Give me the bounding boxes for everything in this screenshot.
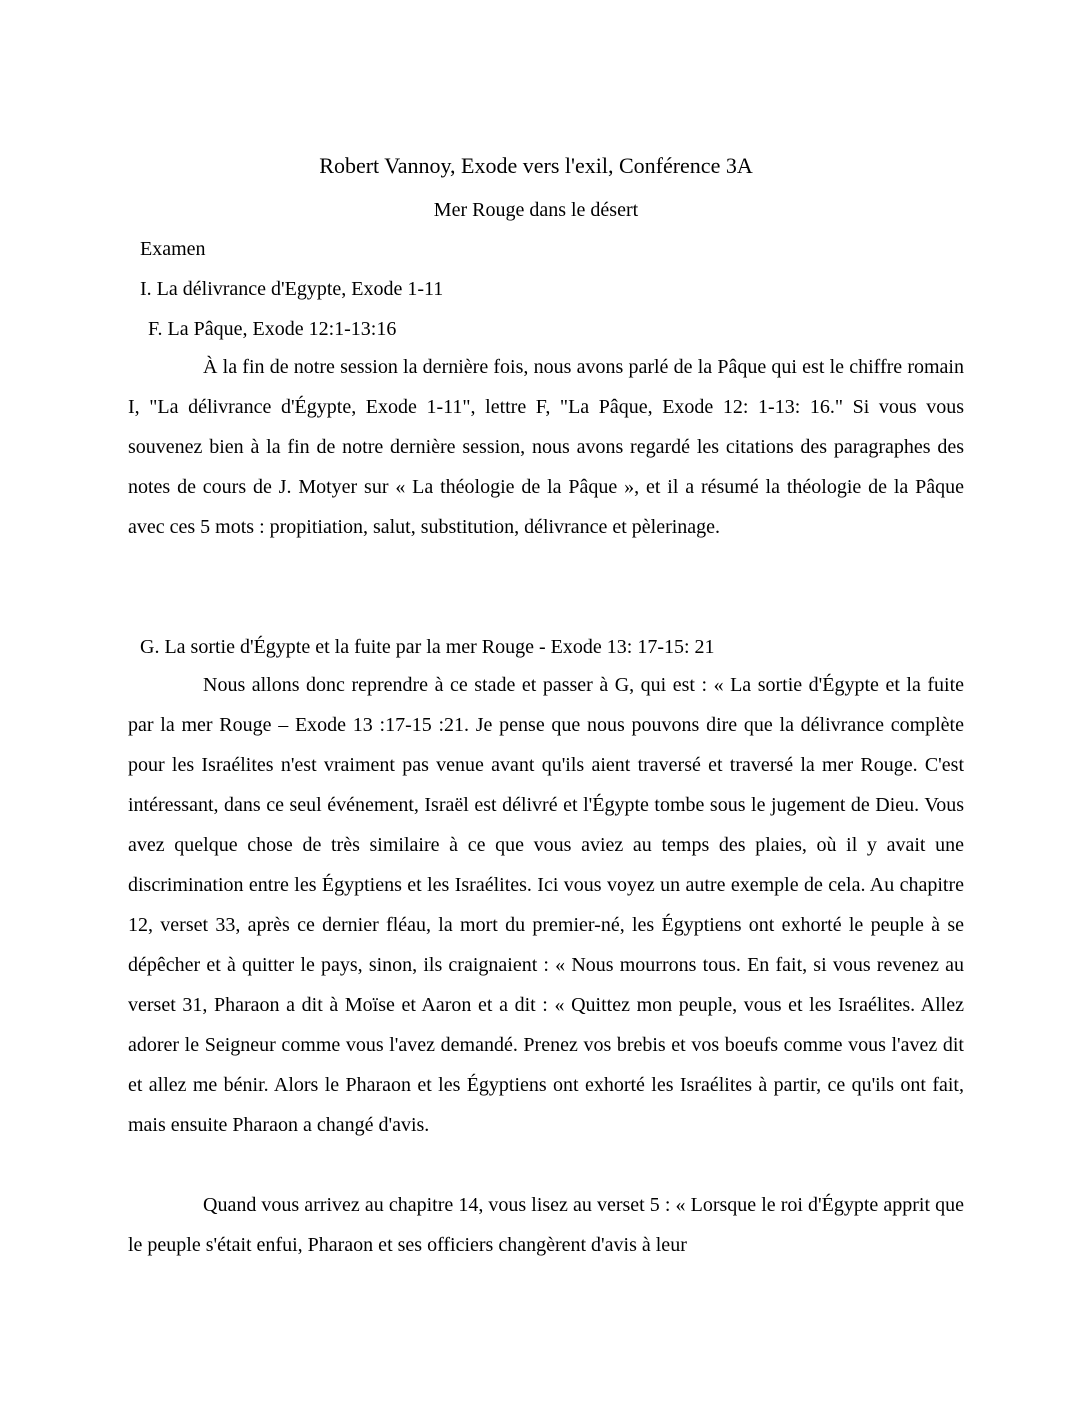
outline-section-1: I. La délivrance d'Egypte, Exode 1-11 [140, 278, 444, 300]
document-title: Robert Vannoy, Exode vers l'exil, Conférence 3A [319, 153, 753, 178]
outline-section-1f: F. La Pâque, Exode 12:1-13:16 [148, 318, 397, 340]
outline-section-g: G. La sortie d'Égypte et la fuite par la mer Rouge - Exode 13: 17-15: 21 [140, 636, 715, 658]
outline-review: Examen [140, 238, 206, 260]
paragraph-3: Quand vous arrivez au chapitre 14, vous lisez au verset 5 : « Lorsque le roi d'Égypte apprit que le peuple s'était enfui, Pharaon et ses officiers changèrent d'avis à leur [128, 1194, 964, 1256]
document-subtitle: Mer Rouge dans le désert [433, 199, 639, 221]
paragraph-1: À la fin de notre session la dernière fois, nous avons parlé de la Pâque qui est le chiffre romain I, "La délivrance d'Égypte, Exode 1-11", lettre F, "La Pâque, Exode 12: 1-13: 16." Si vous vous souvenez bien à la fin de notre dernière session, nous avons regardé les citations des paragraphes des notes de cours de J. Motyer sur « La théologie de la Pâque », et il a résumé la théologie de la Pâque avec ces 5 mots : propitiation, salut, substitution, délivrance et pèlerinage. [128, 356, 964, 538]
paragraph-2: Nous allons donc reprendre à ce stade et passer à G, qui est : « La sortie d'Égypte et la fuite par la mer Rouge – Exode 13 :17-15 :21. Je pense que nous pouvons dire que la délivrance complète pour les Israélites n'est vraiment pas venue avant qu'ils aient traversé et traversé la mer Rouge. C'est intéressant, dans ce seul événement, Israël est délivré et l'Égypte tombe sous le jugement de Dieu. Vous avez quelque chose de très similaire à ce que vous aviez au temps des plaies, où il y avait une discrimination entre les Égyptiens et les Israélites. Ici vous voyez un autre exemple de cela. Au chapitre 12, verset 33, après ce dernier fléau, la mort du premier-né, les Égyptiens ont exhorté le peuple à se dépêcher et à quitter le pays, sinon, ils craignaient : « Nous mourrons tous. En fait, si vous revenez au verset 31, Pharaon a dit à Moïse et Aaron et a dit : « Quittez mon peuple, vous et les Israélites. Allez adorer le Seigneur comme vous l'avez demandé. Prenez vos brebis et vos boeufs comme vous l'avez dit et allez me bénir. Alors le Pharaon et les Égyptiens ont exhorté les Israélites à partir, ce qu'ils ont fait, mais ensuite Pharaon a changé d'avis. [128, 674, 964, 1136]
